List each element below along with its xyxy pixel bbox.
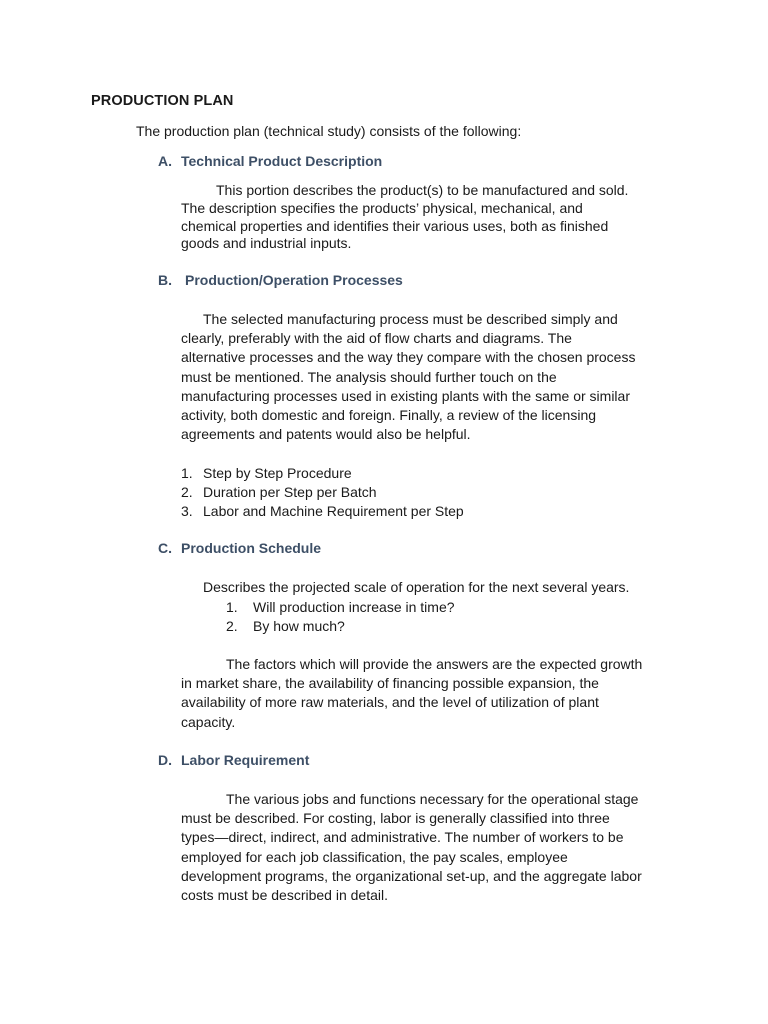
paragraph-line: The selected manufacturing process must be described simply and — [203, 311, 618, 327]
paragraph-line: goods and industrial inputs. — [181, 235, 352, 252]
paragraph-line: must be described. For costing, labor is generally classified into three — [181, 810, 610, 827]
paragraph-line: Describes the projected scale of operation for the next several years. — [203, 579, 630, 595]
list-item: 2. By how much? — [226, 618, 345, 635]
paragraph-line: manufacturing processes used in existing plants with the same or similar — [181, 387, 630, 404]
section-b-heading — [158, 272, 403, 288]
paragraph-line: in market share, the availability of financing possible expansion, the — [181, 675, 599, 692]
list-item: 1. Step by Step Procedure — [181, 465, 352, 481]
section-a-paragraph — [181, 182, 701, 253]
section-title: Production/Operation Processes — [185, 272, 403, 288]
paragraph-line: costs must be described in detail. — [181, 887, 388, 904]
section-b-paragraph — [181, 310, 701, 444]
paragraph-line: activity, both domestic and foreign. Finally, a review of the licensing — [181, 407, 597, 424]
document-title: PRODUCTION PLAN — [91, 93, 234, 109]
section-title: Labor Requirement — [181, 752, 310, 768]
paragraph-line: employed for each job classification, the pay scales, employee — [181, 848, 568, 865]
section-d-heading — [158, 752, 309, 768]
paragraph-line: availability of more raw materials, and the level of utilization of plant — [181, 694, 599, 711]
paragraph-line: must be mentioned. The analysis should further touch on the — [181, 368, 557, 385]
paragraph-line: types—direct, indirect, and administrative. The number of workers to be — [181, 829, 624, 846]
section-letter: B. — [158, 272, 172, 288]
section-c-heading — [158, 540, 321, 556]
paragraph-line: development programs, the organizational set-up, and the aggregate labor — [181, 867, 642, 884]
list-item: 1. Will production increase in time? — [226, 599, 455, 615]
paragraph-line: The description specifies the products’ physical, mechanical, and — [181, 199, 583, 216]
section-c-list — [226, 598, 455, 636]
section-a-heading — [158, 153, 382, 169]
paragraph-line: The factors which will provide the answers are the expected growth — [226, 656, 643, 672]
paragraph-line: capacity. — [181, 713, 236, 730]
paragraph-line: clearly, preferably with the aid of flow charts and diagrams. The — [181, 330, 572, 347]
section-letter: D. — [158, 752, 172, 768]
paragraph-line: agreements and patents would also be helpful. — [181, 426, 471, 443]
list-item: 2. Duration per Step per Batch — [181, 484, 377, 501]
section-letter: A. — [158, 153, 172, 169]
section-c-lead — [203, 578, 723, 597]
paragraph-line: alternative processes and the way they compare with the chosen process — [181, 349, 636, 366]
paragraph-line: The various jobs and functions necessary for the operational stage — [226, 791, 639, 807]
list-item: 3. Labor and Machine Requirement per Step — [181, 503, 464, 520]
section-b-list — [181, 464, 464, 522]
section-d-paragraph — [181, 790, 701, 905]
intro-text: The production plan (technical study) consists of the following: — [136, 123, 522, 139]
section-title: Production Schedule — [181, 540, 322, 556]
paragraph-line: chemical properties and identifies their various uses, both as finished — [181, 217, 609, 234]
section-c-paragraph — [181, 655, 701, 732]
section-title: Technical Product Description — [181, 153, 383, 169]
section-letter: C. — [158, 540, 172, 556]
paragraph-line: This portion describes the product(s) to be manufactured and sold. — [216, 182, 629, 198]
